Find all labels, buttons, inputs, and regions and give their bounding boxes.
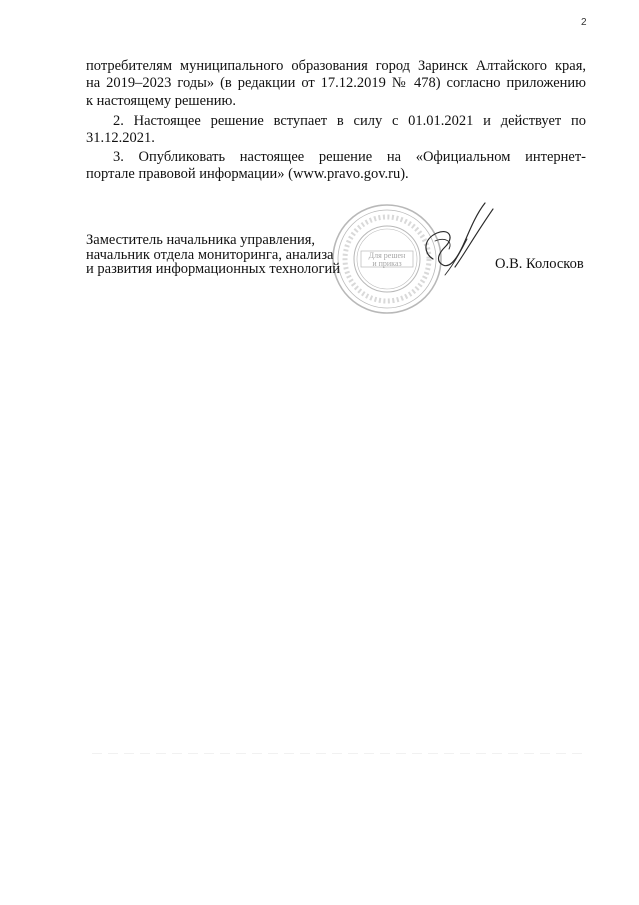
- handwritten-signature: [415, 195, 505, 285]
- body-line-4: 2. Настоящее решение вступает в силу с 01.01.2021 и действует по: [113, 113, 586, 129]
- body-line-2: на 2019–2023 годы» (в редакции от 17.12.2019 № 478) согласно приложению: [86, 75, 586, 91]
- body-line-6: 3. Опубликовать настоящее решение на «Официальном интернет-: [113, 149, 586, 165]
- body-line-7: портале правовой информации» (www.pravo.gov.ru).: [86, 166, 409, 182]
- scan-artifact-line: [92, 742, 582, 745]
- body-line-5: 31.12.2021.: [86, 130, 155, 146]
- signer-position-line-1: Заместитель начальника управления,: [86, 232, 316, 248]
- seal-text-1: Для решен: [368, 251, 406, 260]
- body-line-3: к настоящему решению.: [86, 93, 237, 109]
- signer-name: О.В. Колосков: [495, 256, 584, 272]
- seal-text-2: и приказ: [372, 259, 402, 268]
- signer-position-line-3: и развития информационных технологий: [86, 261, 341, 277]
- page-number: 2: [581, 17, 587, 28]
- signer-position-line-2: начальник отдела мониторинга, анализа: [86, 247, 334, 263]
- body-line-1: потребителям муниципального образования город Заринск Алтайского края,: [86, 58, 586, 74]
